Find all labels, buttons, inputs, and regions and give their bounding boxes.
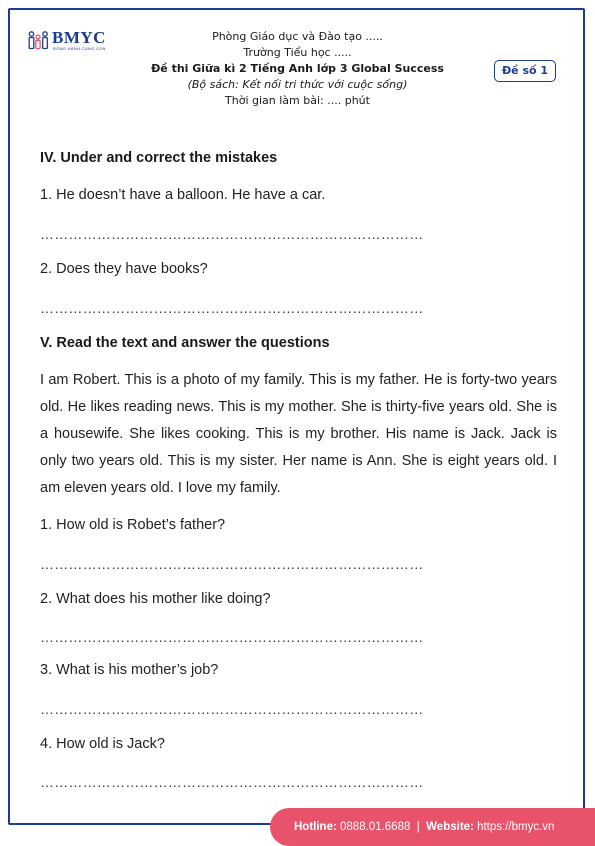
- website-link[interactable]: https://bmyc.vn: [477, 821, 555, 833]
- answer-line: ………………………………………………………………………: [40, 556, 424, 572]
- logo-tagline: ĐỒNG HÀNH CÙNG CON: [53, 46, 106, 51]
- book-series: (Bộ sách: Kết nối tri thức với cuộc sống): [187, 78, 408, 91]
- exam-title: Đề thi Giữa kì 2 Tiếng Anh lớp 3 Global Success: [151, 62, 444, 75]
- website-label: Website:: [426, 821, 474, 833]
- section-v-title: V. Read the text and answer the questions: [40, 335, 330, 351]
- family-icon: [28, 30, 50, 50]
- exam-header: [120, 29, 475, 109]
- section-iv-title: IV. Under and correct the mistakes: [40, 150, 278, 166]
- hotline-number[interactable]: 0888.01.6688: [340, 821, 411, 833]
- reading-passage: I am Robert. This is a photo of my family. This is my father. He is forty-two years old. He likes reading news. This is my mother. She is thirty-five years old. She is a housewife. She likes cooking. This is my brother. His name is Jack. Jack is only two years old. This is my sister. Her name is Ann. She is eight years old. I am eleven years old. I love my family.: [40, 372, 557, 496]
- footer-separator: |: [416, 821, 420, 833]
- logo-brand: BMYC: [52, 28, 106, 47]
- answer-line: ………………………………………………………………………: [40, 300, 424, 316]
- section-v-question-4: 4. How old is Jack?: [40, 736, 165, 752]
- bmyc-logo: [28, 28, 118, 54]
- answer-line: ………………………………………………………………………: [40, 226, 424, 242]
- answer-line: ………………………………………………………………………: [40, 774, 424, 790]
- department-line: Phòng Giáo dục và Đào tạo .....: [212, 30, 383, 43]
- hotline-label: Hotline:: [294, 821, 337, 833]
- contact-footer: [270, 808, 595, 846]
- section-v-question-1: 1. How old is Robet’s father?: [40, 517, 226, 533]
- answer-line: ………………………………………………………………………: [40, 701, 424, 717]
- section-iv-question-1: 1. He doesn’t have a balloon. He have a car.: [40, 187, 326, 203]
- answer-line: ………………………………………………………………………: [40, 629, 424, 645]
- time-limit: Thời gian làm bài: .... phút: [225, 94, 370, 107]
- exam-number-badge: Đề số 1: [494, 60, 556, 82]
- section-v-question-2: 2. What does his mother like doing?: [40, 591, 271, 607]
- school-line: Trường Tiểu học .....: [243, 46, 352, 59]
- section-v-question-3: 3. What is his mother’s job?: [40, 662, 219, 678]
- section-iv-question-2: 2. Does they have books?: [40, 261, 208, 277]
